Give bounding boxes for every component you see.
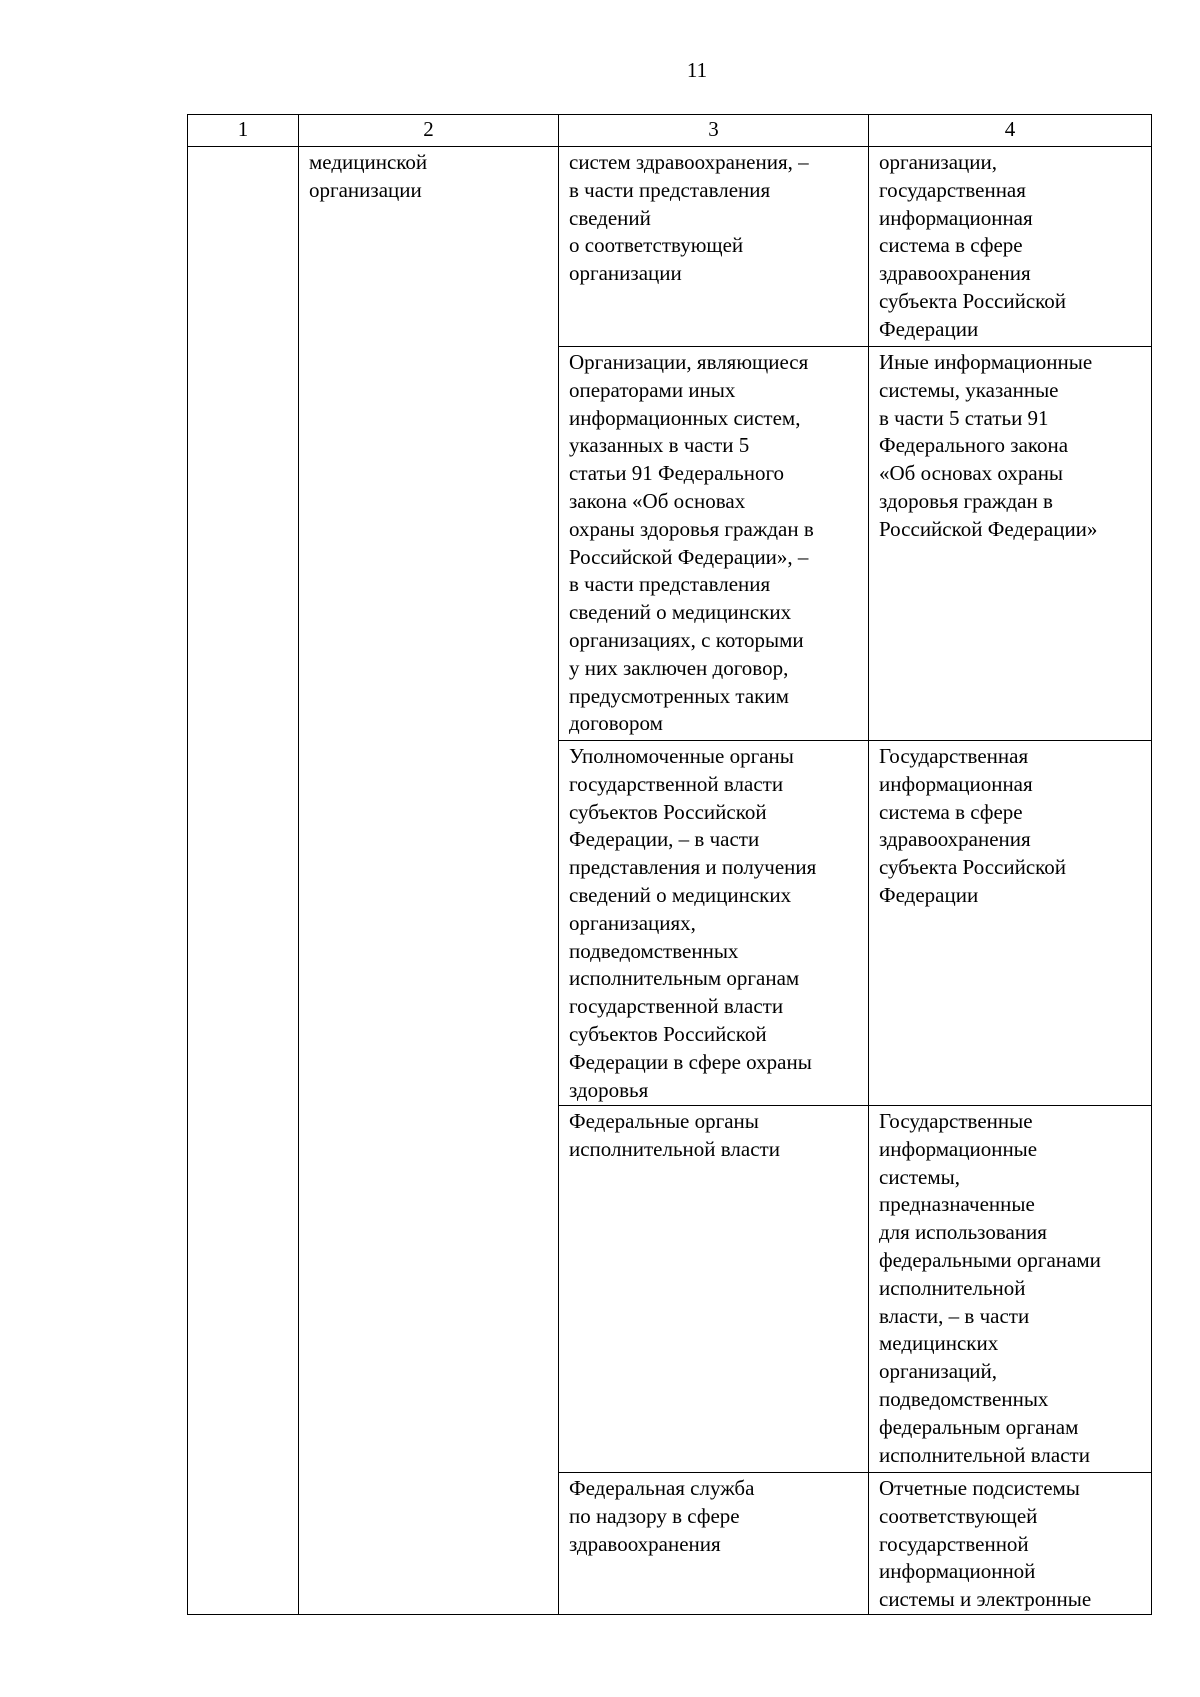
col4-cell: Государственные информационные системы, предназначенные для использования федеральными органами исполнительной власти, – в части медицинских организаций, подведомственных федеральным органам исполнительной власти [869, 1106, 1152, 1473]
col4-cell: Отчетные подсистемы соответствующей государственной информационной системы и электронные [869, 1473, 1152, 1615]
col2-cell: медицинской организации [299, 147, 559, 1615]
header-cell-3: 3 [559, 115, 869, 147]
document-table [187, 114, 1152, 1615]
table-header-row [188, 115, 1152, 147]
col3-cell: Организации, являющиеся операторами иных информационных систем, указанных в части 5 статьи 91 Федерального закона «Об основах охраны здоровья граждан в Российской Федерации», – в части представления сведений о медицинских организациях, с которыми у них заключен договор, предусмотренных таким договором [559, 347, 869, 741]
col3-cell: систем здравоохранения, – в части представления сведений о соответствующей организации [559, 147, 869, 347]
page-number: 11 [686, 58, 708, 82]
col3-cell: Федеральная служба по надзору в сфере здравоохранения [559, 1473, 869, 1615]
col4-cell: Иные информационные системы, указанные в части 5 статьи 91 Федерального закона «Об основах охраны здоровья граждан в Российской Федерации» [869, 347, 1152, 741]
header-cell-1: 1 [188, 115, 299, 147]
header-cell-4: 4 [869, 115, 1152, 147]
col3-cell: Федеральные органы исполнительной власти [559, 1106, 869, 1473]
col1-cell [188, 147, 299, 1615]
col3-cell: Уполномоченные органы государственной власти субъектов Российской Федерации, – в части представления и получения сведений о медицинских организациях, подведомственных исполнительным органам государственной власти субъектов Российской Федерации в сфере охраны здоровья [559, 741, 869, 1106]
col4-cell: организации, государственная информационная система в сфере здравоохранения субъекта Российской Федерации [869, 147, 1152, 347]
header-cell-2: 2 [299, 115, 559, 147]
table-row [188, 147, 1152, 347]
col4-cell: Государственная информационная система в сфере здравоохранения субъекта Российской Федерации [869, 741, 1152, 1106]
